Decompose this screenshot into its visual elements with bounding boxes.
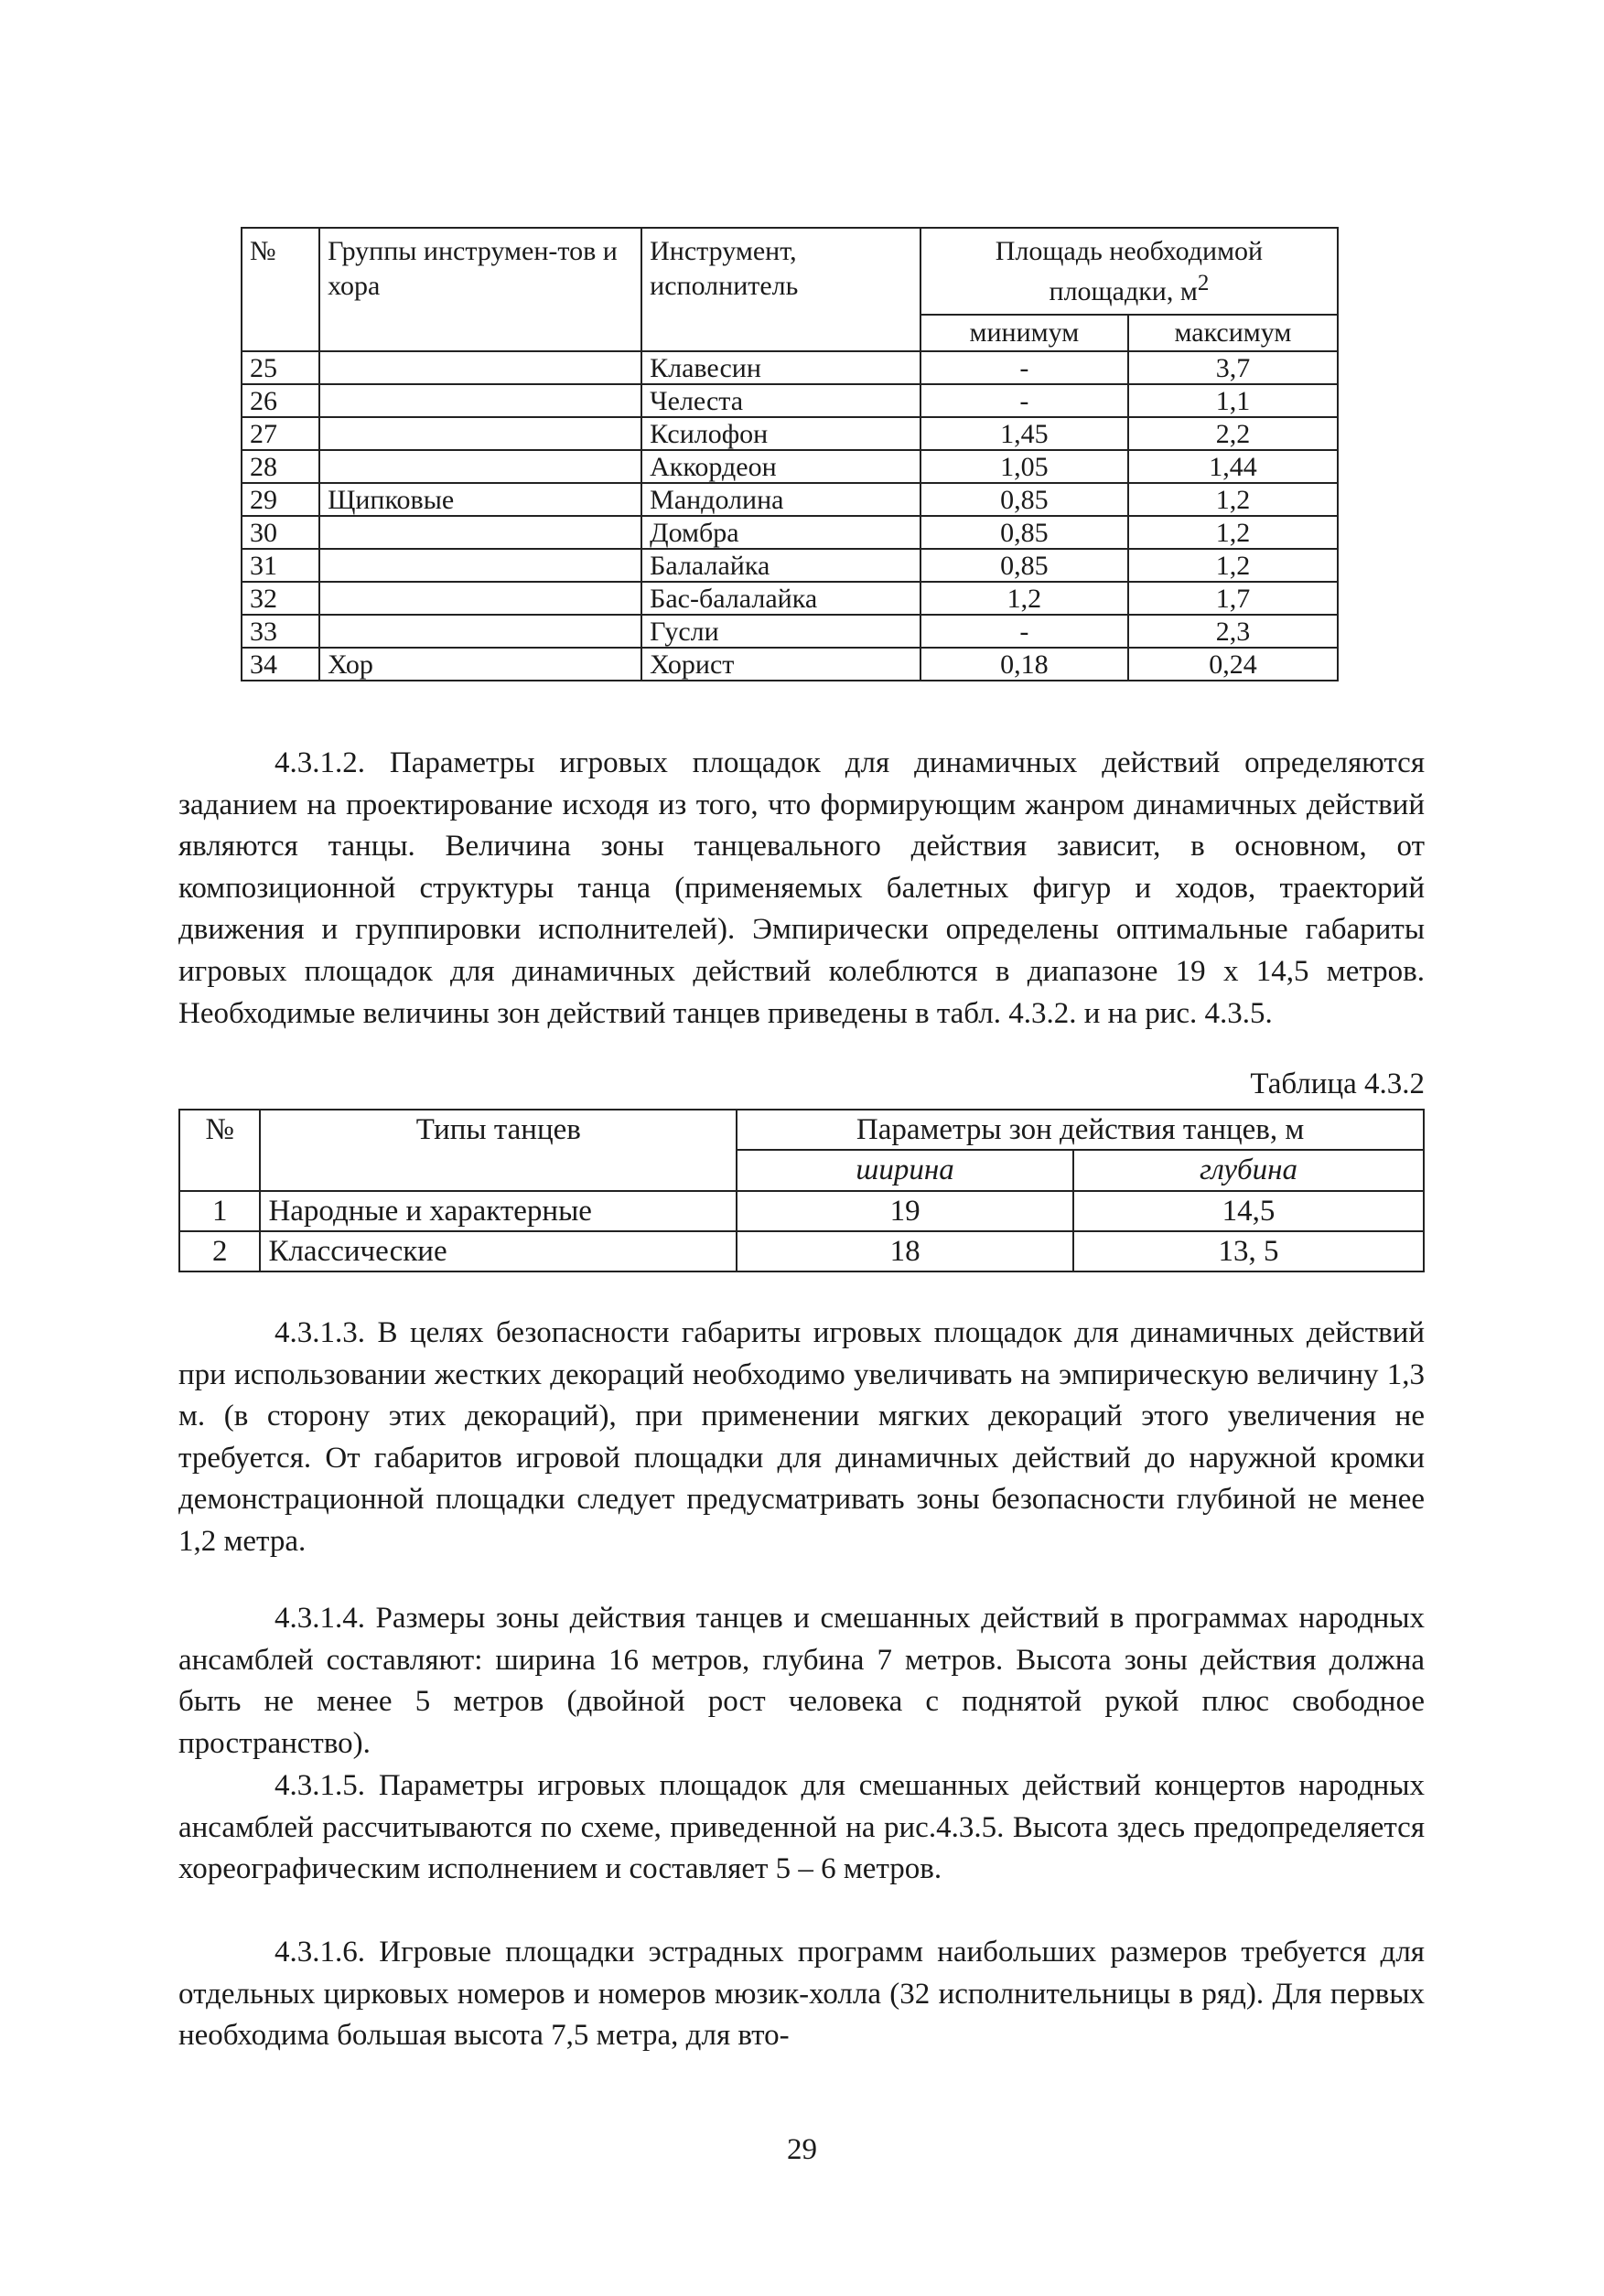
cell-max: 3,7: [1128, 351, 1338, 384]
header-params: Параметры зон действия танцев, м: [737, 1110, 1424, 1150]
cell-type: Народные и характерные: [260, 1191, 737, 1231]
cell-max: 1,44: [1128, 450, 1338, 483]
cell-group: [319, 516, 641, 549]
cell-instrument: Мандолина: [641, 483, 920, 516]
paragraph-4-3-1-2: 4.3.1.2. Параметры игровых площадок для динамичных действий определяются заданием на проектирование исходя из того, что формирующим жанром динамичных действий являются танцы. Величина зоны танцевального действия зависит, в основном, от композиционной структуры танца (применяемых балетных фигур и ходов, траекторий движения и группировки исполнителей). Эмпирически определены оптимальные габариты игровых площадок для динамичных действий колеблются в диапазоне 19 х 14,5 метров. Необходимые величины зон действий танцев приведены в табл. 4.3.2. и на рис. 4.3.5.: [178, 746, 1425, 1030]
cell-num: 25: [242, 351, 319, 384]
header-area-line1: Площадь необходимой: [995, 236, 1264, 266]
table-row: [242, 582, 1338, 615]
cell-max: 1,7: [1128, 582, 1338, 615]
header-area: [920, 228, 1338, 315]
table-header-row: [242, 228, 1338, 315]
paragraph-4-3-1-3: 4.3.1.3. В целях безопасности габариты игровых площадок для динамичных действий при использовании жестких декораций необходимо увеличивать на эмпирическую величину 1,3 м. (в сторону этих декораций), при применении мягких декораций этого увеличения не требуется. От габаритов игровой площадки для динамичных действий до наружной кромки демонстрационной площадки следует предусматривать зоны безопасности глубиной не менее 1,2 метра.: [178, 1316, 1425, 1558]
cell-min: 0,85: [920, 549, 1128, 582]
table-row: [179, 1191, 1424, 1231]
header-depth: глубина: [1073, 1150, 1424, 1190]
cell-num: 27: [242, 417, 319, 450]
table-row: [242, 384, 1338, 417]
cell-num: 30: [242, 516, 319, 549]
cell-min: -: [920, 384, 1128, 417]
page-number: 29: [787, 2133, 817, 2166]
header-instrument: Инструмент, исполнитель: [641, 228, 920, 351]
table-row: [242, 648, 1338, 681]
table-row: [242, 483, 1338, 516]
cell-min: 0,18: [920, 648, 1128, 681]
cell-depth: 14,5: [1073, 1191, 1424, 1231]
cell-max: 1,2: [1128, 516, 1338, 549]
paragraph-4-3-1-4: 4.3.1.4. Размеры зоны действия танцев и смешанных действий в программах народных ансамблей составляют: ширина 16 метров, глубина 7 метров. Высота зоны действия должна быть не менее 5 метров (двойной рост человека с поднятой рукой плюс свободное пространство).: [178, 1602, 1425, 1760]
table-row: [242, 549, 1338, 582]
cell-group: [319, 417, 641, 450]
cell-instrument: Челеста: [641, 384, 920, 417]
cell-num: 34: [242, 648, 319, 681]
cell-width: 18: [737, 1231, 1073, 1271]
cell-max: 0,24: [1128, 648, 1338, 681]
cell-num: 31: [242, 549, 319, 582]
cell-max: 1,1: [1128, 384, 1338, 417]
header-type: Типы танцев: [260, 1110, 737, 1191]
cell-num: 32: [242, 582, 319, 615]
header-num: №: [179, 1110, 260, 1191]
table-row: [242, 615, 1338, 648]
cell-instrument: Балалайка: [641, 549, 920, 582]
cell-num: 29: [242, 483, 319, 516]
cell-type: Классические: [260, 1231, 737, 1271]
cell-group: [319, 549, 641, 582]
header-group: Группы инструмен-тов и хора: [319, 228, 641, 351]
header-width: ширина: [737, 1150, 1073, 1190]
cell-group: [319, 582, 641, 615]
header-num: №: [242, 228, 319, 351]
cell-max: 2,3: [1128, 615, 1338, 648]
cell-min: 0,85: [920, 483, 1128, 516]
cell-min: 1,2: [920, 582, 1128, 615]
cell-instrument: Домбра: [641, 516, 920, 549]
cell-num: 1: [179, 1191, 260, 1231]
cell-min: -: [920, 615, 1128, 648]
cell-depth: 13, 5: [1073, 1231, 1424, 1271]
paragraph-4-3-1-5: 4.3.1.5. Параметры игровых площадок для смешанных действий концертов народных ансамблей рассчитываются по схеме, приведенной на рис.4.3.5. Высота здесь предопределяется хореографическим исполнением и составляет 5 – 6 метров.: [178, 1769, 1425, 1886]
cell-min: 1,45: [920, 417, 1128, 450]
cell-instrument: Клавесин: [641, 351, 920, 384]
cell-group: Хор: [319, 648, 641, 681]
table-row: [242, 417, 1338, 450]
dance-zones-table: [178, 1109, 1425, 1272]
table-header-row: [179, 1110, 1424, 1150]
cell-group: [319, 351, 641, 384]
cell-instrument: Хорист: [641, 648, 920, 681]
cell-min: 0,85: [920, 516, 1128, 549]
header-max: максимум: [1128, 315, 1338, 351]
header-area-line2: площадки, м: [1049, 275, 1198, 306]
cell-max: 2,2: [1128, 417, 1338, 450]
cell-min: -: [920, 351, 1128, 384]
cell-group: [319, 615, 641, 648]
cell-group: [319, 450, 641, 483]
table-row: [242, 450, 1338, 483]
cell-instrument: Гусли: [641, 615, 920, 648]
cell-instrument: Ксилофон: [641, 417, 920, 450]
cell-width: 19: [737, 1191, 1073, 1231]
table-caption: Таблица 4.3.2: [1250, 1068, 1425, 1100]
table-row: [242, 351, 1338, 384]
cell-instrument: Аккордеон: [641, 450, 920, 483]
cell-group: Щипковые: [319, 483, 641, 516]
cell-max: 1,2: [1128, 549, 1338, 582]
paragraph-4-3-1-6: 4.3.1.6. Игровые площадки эстрадных программ наибольших размеров требуется для отдельных цирковых номеров и номеров мюзик-холла (32 исполнительницы в ряд). Для первых необходима большая высота 7,5 метра, для вто-: [178, 1936, 1425, 2053]
table-row: [179, 1231, 1424, 1271]
cell-num: 26: [242, 384, 319, 417]
cell-group: [319, 384, 641, 417]
instruments-area-table: [241, 227, 1339, 681]
cell-num: 2: [179, 1231, 260, 1271]
cell-max: 1,2: [1128, 483, 1338, 516]
cell-min: 1,05: [920, 450, 1128, 483]
cell-num: 33: [242, 615, 319, 648]
header-min: минимум: [920, 315, 1128, 351]
table-row: [242, 516, 1338, 549]
header-area-sup: 2: [1197, 270, 1210, 295]
cell-instrument: Бас-балалайка: [641, 582, 920, 615]
cell-num: 28: [242, 450, 319, 483]
